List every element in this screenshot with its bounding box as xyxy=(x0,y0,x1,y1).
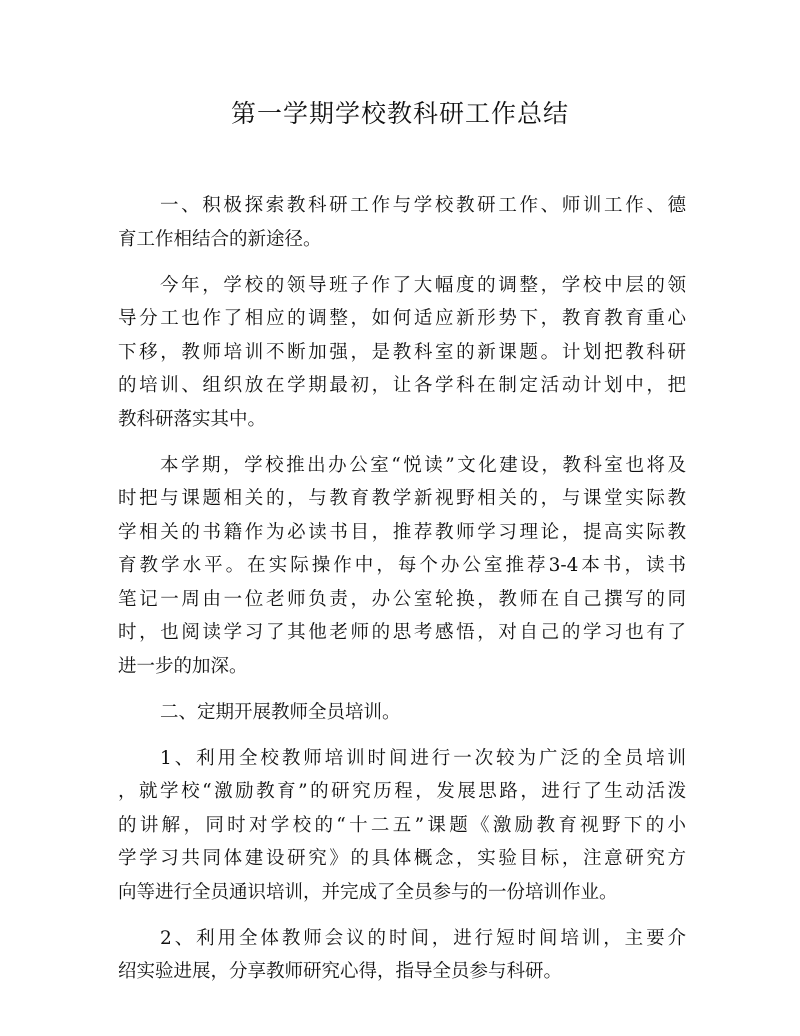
paragraph-line: 的讲解，同时对学校的“十二五”课题《激励教育视野下的小 xyxy=(118,814,686,836)
paragraph-line: 导分工也作了相应的调整，如何适应新形势下，教育教育重心 xyxy=(118,308,686,329)
paragraph-4 xyxy=(118,696,686,730)
paragraph-line: 教科研落实其中。 xyxy=(118,408,267,430)
paragraph-5 xyxy=(118,742,686,910)
paragraph-line: 笔记一周由一位老师负责，办公室轮换，教师在自己撰写的同 xyxy=(118,588,686,610)
paragraph-line: 1、利用全校教师培训时间进行一次较为广泛的全员培训 xyxy=(160,747,686,769)
paragraph-line: 2、利用全体教师会议的时间，进行短时间培训，主要介 xyxy=(160,927,686,949)
paragraph-line: 时，也阅读学习了其他老师的思考感悟，对自己的学习也有了 xyxy=(118,622,686,643)
document-title: 第一学期学校教科研工作总结 xyxy=(230,99,569,128)
paragraph-line: ，就学校“激励教育”的研究历程，发展思路，进行了生动活泼 xyxy=(118,781,686,802)
paragraph-line: 一、积极探索教科研工作与学校教研工作、师训工作、德 xyxy=(160,195,686,216)
paragraph-3 xyxy=(118,449,686,684)
paragraph-line: 今年，学校的领导班子作了大幅度的调整，学校中层的领 xyxy=(160,274,686,296)
document-body xyxy=(118,189,686,1001)
paragraph-line: 进一步的加深。 xyxy=(118,655,248,677)
paragraph-line: 育教学水平。在实际操作中，每个办公室推荐3-4本书，读书 xyxy=(118,555,686,576)
paragraph-6 xyxy=(118,922,686,989)
paragraph-line: 时把与课题相关的，与教育教学新视野相关的，与课堂实际教 xyxy=(118,488,686,509)
paragraph-line: 学相关的书籍作为必读书目，推荐教师学习理论，提高实际教 xyxy=(118,521,686,543)
paragraph-line: 下移，教师培训不断加强，是教科室的新课题。计划把教科研 xyxy=(118,341,686,363)
paragraph-1 xyxy=(118,189,686,256)
paragraph-line: 本学期，学校推出办公室“悦读”文化建设，教科室也将及 xyxy=(160,454,686,476)
paragraph-line: 向等进行全员通识培训，并完成了全员参与的一份培训作业。 xyxy=(118,881,618,903)
paragraph-2 xyxy=(118,269,686,437)
paragraph-line: 的培训、组织放在学期最初，让各学科在制定活动计划中，把 xyxy=(118,375,686,396)
paragraph-line: 育工作相结合的新途径。 xyxy=(118,228,322,250)
paragraph-line: 学学习共同体建设研究》的具体概念，实验目标，注意研究方 xyxy=(118,848,686,869)
paragraph-line: 二、定期开展教师全员培训。 xyxy=(160,701,401,723)
paragraph-line: 绍实验进展，分享教师研究心得，指导全员参与科研。 xyxy=(118,961,563,982)
